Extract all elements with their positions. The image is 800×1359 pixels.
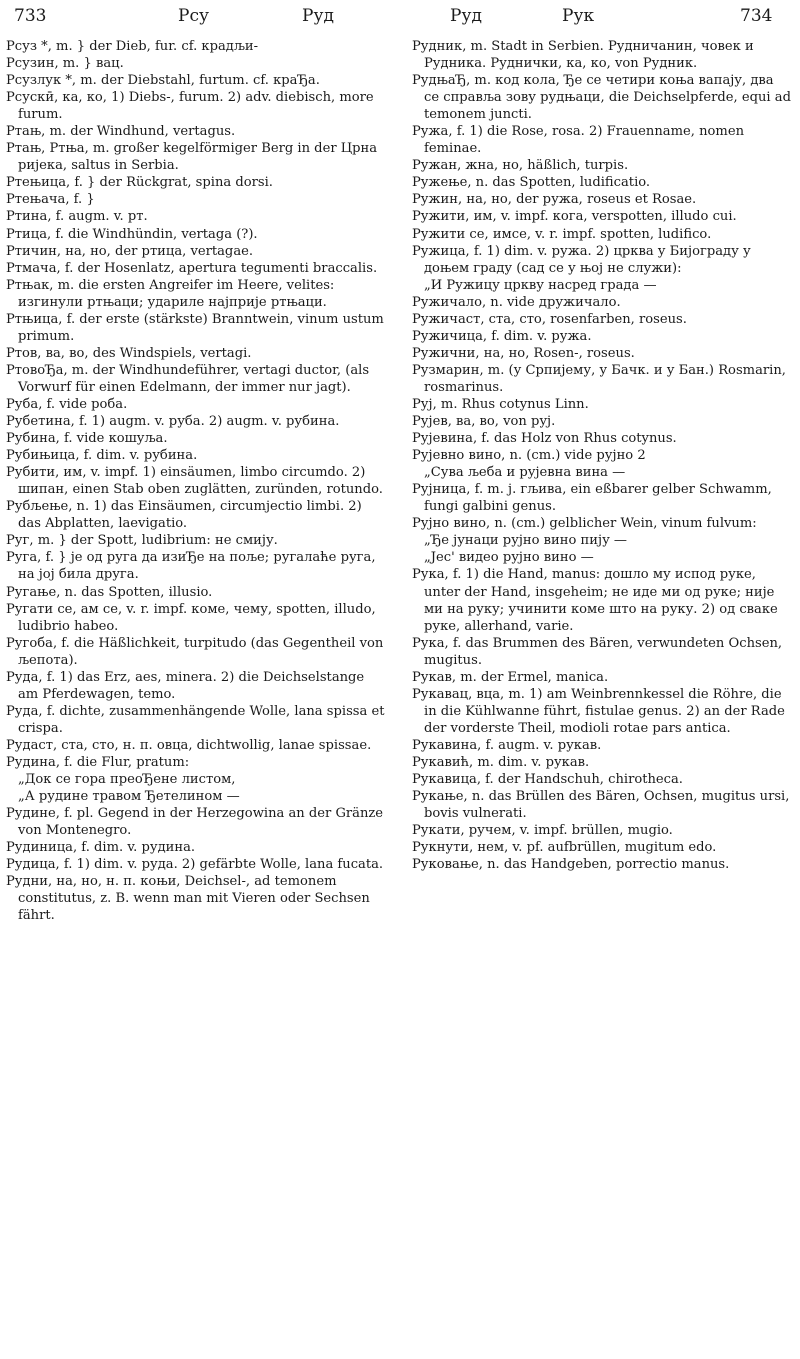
dictionary-entry: Ругати се, ам се, v. r. impf. коме, чему, spotten, illudo, ludibrio habeo. [6, 601, 376, 634]
dictionary-entry: Рукање, n. das Brüllen des Bären, Ochsen, mugitus ursi, bovis vulnerati. [412, 789, 790, 822]
dictionary-entry: Рудина, f. die Flur, pratum: [6, 754, 190, 770]
dictionary-entry: Ртњица, f. der erste (stärkste) Branntwein, vinum ustum primum. [6, 311, 384, 344]
dictionary-entry: Ртањ, m. der Windhund, vertagus. [6, 124, 236, 140]
dictionary-entry: Ртов, ва, во, des Windspiels, vertagi. [6, 345, 252, 361]
dictionary-entry: Рубина, f. vide кошуља. [6, 431, 168, 447]
dictionary-entry: Ртина, f. augm. v. рт. [6, 209, 148, 225]
quoted-verse: „И Ружицу цркву насред града — [424, 277, 657, 293]
dictionary-entry: Рукав, m. der Ermel, manica. [412, 669, 609, 685]
dictionary-entry: Ружин, на, но, der ружа, roseus et Rosae. [412, 192, 697, 208]
dictionary-entry: Рубињица, f. dim. v. рубина. [6, 448, 198, 464]
dictionary-entry: Рујев, ва, во, von руј. [412, 414, 556, 430]
dictionary-entry: Рујевина, f. das Holz von Rhus cotynus. [412, 431, 677, 447]
dictionary-entry: Руда, f. 1) das Erz, aes, minera. 2) die Deichselstange am Pferdewagen, temo. [6, 669, 365, 702]
dictionary-entry: Рубити, им, v. impf. 1) einsäumen, limbo circumdo. 2) шипан, einen Stab oben zuglätten, zuründen, rotundo. [6, 465, 383, 498]
dictionary-entry: Ртица, f. die Windhündin, vertaga (?). [6, 226, 258, 242]
dictionary-entry: Рудаст, ста, сто, н. п. овца, dichtwollig, lanae spissae. [6, 737, 372, 753]
dictionary-entry: Ружица, f. 1) dim. v. ружа. 2) црква у Бијограду у доњем граду (сад се у њој не служи): [412, 243, 751, 276]
left-column [6, 38, 386, 924]
dictionary-entry: Ругање, n. das Spotten, illusio. [6, 584, 213, 600]
dictionary-entry: РтовоЂа, m. der Windhundeführer, vertagi ductor, (als Vorwurf für einen Edelmann, der immer nur jagt). [6, 362, 370, 395]
dictionary-entry: Руковање, n. das Handgeben, porrectio manus. [412, 857, 730, 873]
dictionary-entry: Ртичин, на, но, der ртица, vertagae. [6, 243, 254, 259]
dictionary-entry: Ружични, на, но, Rosen-, roseus. [412, 345, 635, 361]
right-page-number: 734 [740, 6, 773, 26]
left-guide-word-first: Рсу [178, 6, 209, 26]
dictionary-entry: Рсуз *, m. } der Dieb, fur. cf. крадљи- [6, 39, 259, 54]
quoted-verse: „Док се гора преоЂене листом, [18, 772, 236, 788]
dictionary-entry: Ртњак, m. die ersten Angreifer im Heere, velites: изгинули ртњаци; удариле најприје ртњаци. [6, 277, 335, 310]
dictionary-entry: Руг, m. } der Spott, ludibrium: не смију. [6, 533, 278, 549]
dictionary-entry: Рудник, m. Stadt in Serbien. Рудничанин, човек и Рудника. Руднички, ка, ко, von Рудник. [412, 39, 754, 72]
dictionary-entry: Рудине, f. pl. Gegend in der Herzegowina an der Gränze von Montenegro. [6, 806, 384, 839]
left-guide-word-last: Руд [302, 6, 334, 26]
dictionary-entry: Рукавина, f. augm. v. рукав. [412, 737, 602, 753]
dictionary-entry: Рукати, ручем, v. impf. brüllen, mugio. [412, 823, 673, 839]
dictionary-entry: Рудни, на, но, н. п. коњи, Deichsel-, ad temonem constitutus, z. B. wenn man mit Vieren oder Sechsen fährt. [6, 874, 370, 924]
right-column [412, 38, 792, 873]
dictionary-entry: Рудица, f. 1) dim. v. руда. 2) gefärbte Wolle, lana fucata. [6, 857, 384, 873]
right-guide-word-last: Рук [562, 6, 595, 26]
dictionary-entry: Ружичаст, ста, сто, rosenfarben, roseus. [412, 311, 687, 327]
dictionary-entry: Ртењача, f. } [6, 192, 95, 208]
dictionary-entry: Ружа, f. 1) die Rose, rosa. 2) Frauenname, nomen feminae. [412, 124, 745, 157]
dictionary-entry: Руба, f. vide роба. [6, 396, 128, 412]
dictionary-entry: Ртањ, Ртња, m. großer kegelförmiger Berg in der Црна ријека, saltus in Serbia. [6, 141, 378, 174]
dictionary-entry: Руј, m. Rhus cotynus Linn. [412, 396, 589, 412]
dictionary-entry: Руда, f. dichte, zusammenhängende Wolle, lana spissa et crispa. [6, 703, 385, 736]
dictionary-entry: Рсузлук *, m. der Diebstahl, furtum. cf. краЂа. [6, 73, 320, 89]
dictionary-entry: Рука, f. das Brummen des Bären, verwundeten Ochsen, mugitus. [412, 635, 783, 668]
dictionary-entry: Ружичало, n. vide дружичало. [412, 294, 621, 310]
dictionary-entry: Ружити се, имсе, v. r. impf. spotten, ludifico. [412, 226, 712, 242]
dictionary-entry: Рсузин, m. } вац. [6, 56, 124, 72]
dictionary-entry: Рукавица, f. der Handschuh, chirotheca. [412, 772, 683, 788]
quoted-verse: „А рудине травом Ђетелином — [18, 789, 240, 805]
dictionary-entry: Ружити, им, v. impf. кога, verspotten, illudo cui. [412, 209, 737, 225]
dictionary-entry: Ругоба, f. die Häßlichkeit, turpitudo (das Gegentheil von љепота). [6, 635, 384, 668]
dictionary-entry: Ружење, n. das Spotten, ludificatio. [412, 175, 651, 191]
dictionary-entry: Рујевно вино, n. (cm.) vide рујно 2 [412, 448, 646, 464]
dictionary-entry: Рубетина, f. 1) augm. v. руба. 2) augm. v. рубина. [6, 414, 340, 430]
dictionary-entry: Ртмача, f. der Hosenlatz, apertura tegumenti braccalis. [6, 260, 378, 276]
dictionary-entry: Рсускӣ, ка, ко, 1) Diebs-, furum. 2) adv. diebisch, more furum. [6, 90, 374, 123]
dictionary-entry: Рујница, f. m. j. гљива, ein eßbarer gelber Schwamm, fungi galbini genus. [412, 482, 772, 515]
right-guide-word-first: Руд [450, 6, 482, 26]
dictionary-entry: Ртењица, f. } der Rückgrat, spina dorsi. [6, 175, 273, 191]
dictionary-entry: Рудиница, f. dim. v. рудина. [6, 840, 196, 856]
quoted-verse: „Ђе јунаци рујно вино пију — [424, 533, 628, 549]
dictionary-entry: Рубљење, n. 1) das Einsäumen, circumjectio limbi. 2) das Abplatten, laevigatio. [6, 499, 362, 532]
left-page-number: 733 [14, 6, 47, 26]
dictionary-entry: Ружан, жна, но, häßlich, turpis. [412, 158, 629, 174]
dictionary-entry: Рука, f. 1) die Hand, manus: дошло му испод руке, unter der Hand, insgeheim; не иде ми од руке; није ми на руку; учинити коме што на руку. 2) од сваке руке, allerhand, varie. [412, 567, 778, 634]
dictionary-entry: Ружичица, f. dim. v. ружа. [412, 328, 592, 344]
dictionary-entry: Рујно вино, n. (cm.) gelblicher Wein, vinum fulvum: [412, 516, 757, 532]
dictionary-entry: Рукавац, вца, m. 1) am Weinbrennkessel die Röhre, die in die Kühlwanne führt, fistulae genus. 2) an der Rade der vorderste Theil, modioli rotae pars antica. [412, 686, 785, 736]
quoted-verse: „Сува љеба и рујевна вина — [424, 465, 626, 481]
quoted-verse: „Јес' видео рујно вино — [424, 550, 594, 566]
dictionary-entry: Руга, f. } је од руга да изиЂе на поље; ругалаће руга, на јој била друга. [6, 550, 376, 583]
dictionary-entry: Рукавић, m. dim. v. рукав. [412, 754, 590, 770]
dictionary-entry: Рукнути, нем, v. pf. aufbrüllen, mugitum edo. [412, 840, 717, 856]
dictionary-entry: РудњаЂ, m. код кола, Ђе се четири коња вапају, два се справља зову рудњаци, die Deichselpferde, equi ad temonem juncti. [412, 73, 791, 123]
dictionary-entry: Рузмарин, m. (у Српијему, у Бачк. и у Бан.) Rosmarin, rosmarinus. [412, 362, 786, 395]
